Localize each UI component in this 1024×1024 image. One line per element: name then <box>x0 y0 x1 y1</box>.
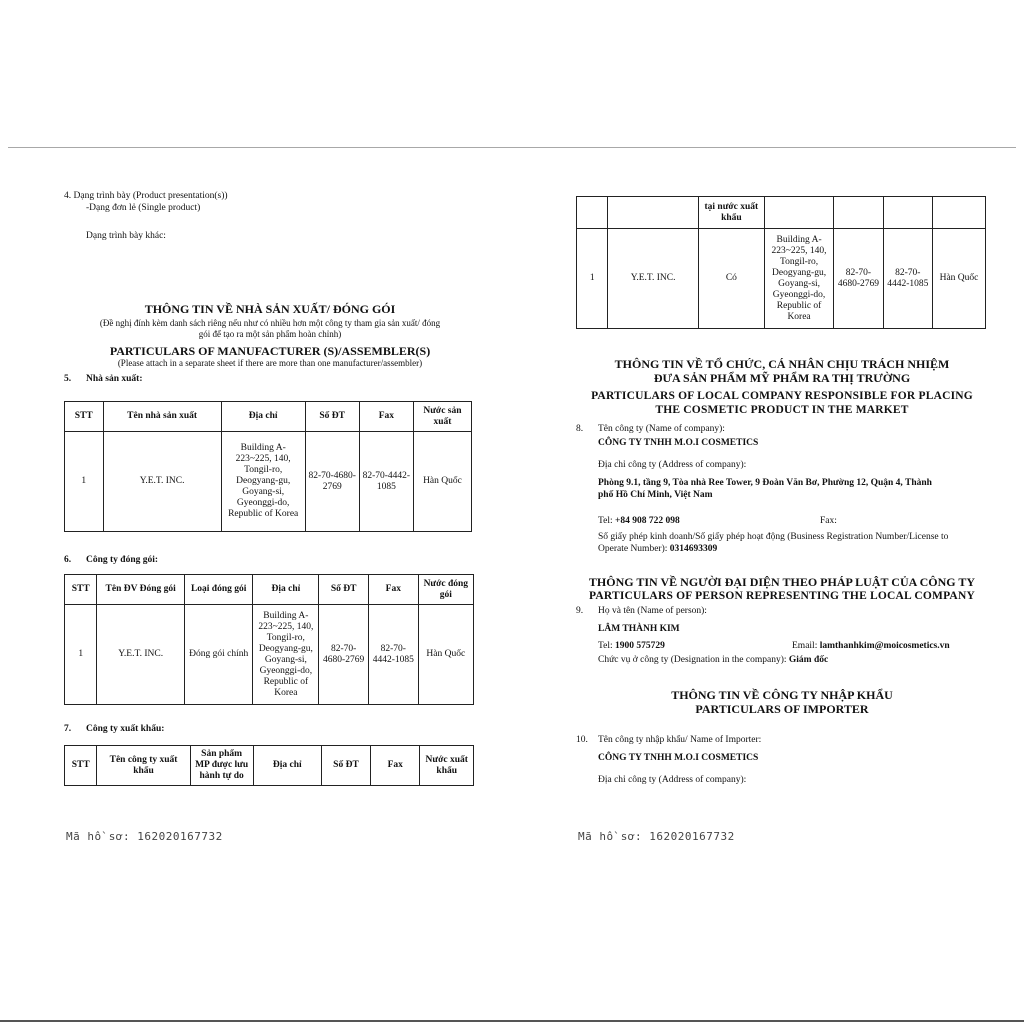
s5-title: 5. Nhà sản xuất: <box>64 374 143 384</box>
local-company-heading-vn-2: ĐƯA SẢN PHẨM MỸ PHẨM RA THỊ TRƯỜNG <box>653 371 911 385</box>
s9-tel-line: Tel: 1900 575729 Email: lamthanhkim@moicosmetics.vn <box>598 641 950 651</box>
s8-address-label: Địa chỉ công ty (Address of company): <box>598 460 747 470</box>
manufacturer-heading-vn: THÔNG TIN VỀ NHÀ SẢN XUẤT/ ĐÓNG GÓI <box>144 302 396 316</box>
representative-heading-en: PARTICULARS OF PERSON REPRESENTING THE LOCAL COMPANY <box>589 590 975 602</box>
table-header-row: STT Tên ĐV Đóng gói Loại đóng gói Địa chỉ Số ĐT Fax Nước đóng gói <box>65 575 474 605</box>
col-country: Nước sản xuất <box>413 402 471 432</box>
left-page <box>64 190 476 786</box>
table-row: 1 Y.E.T. INC. Building A-223~225, 140, Tongil-ro, Deogyang-gu, Goyang-si, Gyeonggi-do, Republic of Korea 82-70-4680-2769 82-70-4442-1085 Hàn Quốc <box>65 432 472 532</box>
table-header-row: tại nước xuất khẩu <box>577 197 986 229</box>
packer-table <box>64 574 474 705</box>
s8-reg-line-2: Operate Number): 0314693309 <box>598 544 718 554</box>
local-company-heading-vn-1: THÔNG TIN VỀ TỔ CHỨC, CÁ NHÂN CHỊU TRÁCH NHIỆM <box>614 357 950 371</box>
exporter-table <box>64 745 474 786</box>
s9-label: 9. Họ và tên (Name of person): <box>576 606 707 616</box>
manufacturer-note-vn-2: gói để tạo ra một sản phẩm hoàn chỉnh) <box>198 329 342 339</box>
manufacturer-note-vn-1: (Đề nghị đính kèm danh sách riêng nếu như có nhiều hơn một công ty tham gia sản xuất/ đóng <box>99 318 441 328</box>
s8-label: 8. Tên công ty (Name of company): <box>576 424 725 434</box>
importer-heading-vn: THÔNG TIN VỀ CÔNG TY NHẬP KHẨU <box>671 688 893 702</box>
manufacturer-heading-en: PARTICULARS OF MANUFACTURER (S)/ASSEMBLER(S) <box>109 344 431 358</box>
importer-heading-en: PARTICULARS OF IMPORTER <box>695 702 869 716</box>
bottom-divider <box>0 1020 1024 1022</box>
local-company-heading-en-2: THE COSMETIC PRODUCT IN THE MARKET <box>655 404 909 416</box>
col-address: Địa chỉ <box>221 402 305 432</box>
s9-position: Chức vụ ở công ty (Designation in the company): Giám đốc <box>598 655 829 665</box>
manufacturer-table <box>64 401 472 532</box>
table-header-row: STT Tên công ty xuất khẩu Sản phẩm MP được lưu hành tự do Địa chỉ Số ĐT Fax Nước xuất khẩu <box>65 746 474 786</box>
s6-title: 6. Công ty đóng gói: <box>64 555 159 565</box>
s10-address-label: Địa chỉ công ty (Address of company): <box>598 775 747 785</box>
representative-heading-vn: THÔNG TIN VỀ NGƯỜI ĐẠI DIỆN THEO PHÁP LUẬT CỦA CÔNG TY <box>588 575 976 589</box>
table-row: 1 Y.E.T. INC. Đóng gói chính Building A-223~225, 140, Tongil-ro, Deogyang-gu, Goyang-si, Gyeonggi-do, Republic of Korea 82-70-4680-2769 82-70-4442-1085 Hàn Quốc <box>65 605 474 705</box>
local-company-heading-en-1: PARTICULARS OF LOCAL COMPANY RESPONSIBLE FOR PLACING <box>591 390 973 402</box>
exporter-table-continued <box>576 196 986 329</box>
file-code-right: Mã hồ sơ: 162020167732 <box>578 830 735 843</box>
s8-address-1: Phòng 9.1, tầng 9, Tòa nhà Ree Tower, 9 Đoàn Văn Bơ, Phường 12, Quận 4, Thành <box>598 478 932 488</box>
s8-company: CÔNG TY TNHH M.O.I COSMETICS <box>598 438 759 448</box>
table-row: 1 Y.E.T. INC. Có Building A-223~225, 140, Tongil-ro, Deogyang-gu, Goyang-si, Gyeonggi-do, Republic of Korea 82-70-4680-2769 82-70-4442-1085 Hàn Quốc <box>577 229 986 329</box>
col-name: Tên nhà sản xuất <box>103 402 221 432</box>
s10-company: CÔNG TY TNHH M.O.I COSMETICS <box>598 753 759 763</box>
file-code-left: Mã hồ sơ: 162020167732 <box>66 830 223 843</box>
s9-name: LÂM THÀNH KIM <box>598 624 680 634</box>
right-page <box>576 196 988 786</box>
manufacturer-note-en: (Please attach in a separate sheet if there are more than one manufacturer/assembler) <box>117 358 423 368</box>
col-fax: Fax <box>359 402 413 432</box>
table-header-row <box>65 402 472 432</box>
s7-title: 7. Công ty xuất khẩu: <box>64 724 165 734</box>
s8-reg-line-1: Số giấy phép kinh doanh/Số giấy phép hoạt động (Business Registration Number/License to <box>598 532 949 542</box>
s8-address-2: phố Hồ Chí Minh, Việt Nam <box>598 490 713 500</box>
s10-label: 10. Tên công ty nhập khẩu/ Name of Importer: <box>576 735 762 745</box>
col-phone: Số ĐT <box>305 402 359 432</box>
col-stt: STT <box>65 402 104 432</box>
s4-line1: 4. Dạng trình bày (Product presentation(s)) <box>64 191 228 201</box>
s4-line3: Dạng trình bày khác: <box>86 231 166 241</box>
s4-line2: -Dạng đơn lẻ (Single product) <box>86 203 201 213</box>
s8-tel-line: Tel: +84 908 722 098 Fax: <box>598 516 837 526</box>
top-divider <box>8 147 1016 148</box>
